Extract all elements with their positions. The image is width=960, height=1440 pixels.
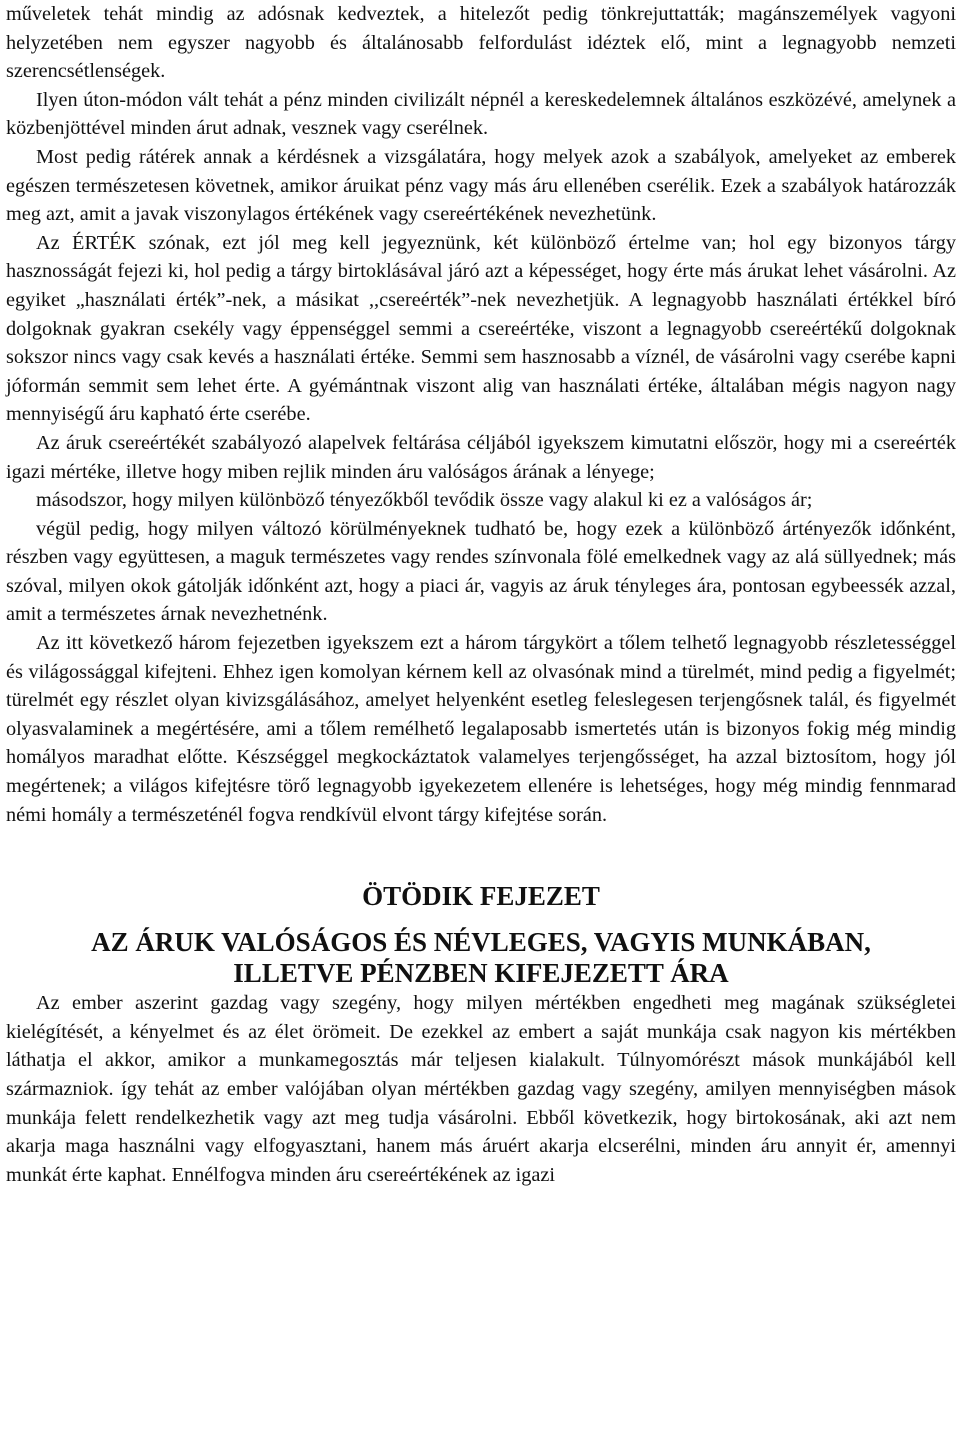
paragraph: Most pedig rátérek annak a kérdésnek a vizsgálatára, hogy melyek azok a szabályok, amelyeket az emberek egészen természetesen követnek, amikor áruikat pénz vagy más áru ellenében cserélik. Ezek a szabályok határozzák meg azt, amit a javak viszonylagos értékének vagy csereértékének nevezhetünk. (6, 145, 956, 226)
document-page (6, 0, 956, 1189)
body-text-before (6, 0, 956, 829)
body-text-after (6, 989, 956, 1189)
chapter-title-line: AZ ÁRUK VALÓSÁGOS ÉS NÉVLEGES, VAGYIS MUNKÁBAN, (91, 927, 871, 958)
paragraph: másodszor, hogy milyen különböző tényezőkből tevődik össze vagy alakul ki ez a valóságos ár; (36, 489, 813, 512)
paragraph: Az ember aszerint gazdag vagy szegény, hogy milyen mértékben engedheti meg magának szükségletei kielégítését, a kényelmet és az élet örömeit. De ezekkel az embert a saját munkája csak nagyon kis mértékben láthatja el akkor, amikor a munkamegosztás már teljesen kialakult. Túlnyomórészt mások munkájából kell származniok. így tehát az ember valójában olyan mértékben gazdag vagy szegény, amilyen mennyiségben mások munkája felett rendelkezhetik vagy azt meg tudja vásárolni. Ebből következik, hogy birtokosának, aki azt nem akarja maga használni vagy elfogyasztani, hanem más áruért akarja elcserélni, minden áru annyit ér, amennyi munkát érte kaphat. Ennélfogva minden áru csereértékének az igazi (6, 992, 956, 1186)
paragraph: Ilyen úton-módon vált tehát a pénz minden civilizált népnél a kereskedelemnek általános eszközévé, amelynek a közbenjöttével minden árut adnak, vesznek vagy cserélnek. (6, 88, 956, 140)
chapter-title (6, 927, 956, 989)
paragraph: Az itt következő három fejezetben igyekszem ezt a három tárgykört a tőlem telhető legnagyobb részletességgel és világossággal kifejteni. Ehhez igen komolyan kérnem kell az olvasónak mind a türelmét, mind pedig a figyelmét; türelmét egy részlet olyan kivizsgálásához, amelyet helyenként esetleg feleslegesen terjengősnek talál, és figyelmét olyasvalaminek a megértésére, ami a tőlem remélhető legalaposabb ismertetés után is bizonyos fokig még mindig homályos maradhat előtte. Készséggel megkockáztatok valamelyes terjengősséget, ha azzal biztosítom, hogy jól megértenek; a világos kifejtésre törő legnagyobb igyekezetem ellenére is lehetséges, hogy még mindig fennmarad némi homály a természeténél fogva rendkívül elvont tárgy kifejtése során. (6, 632, 956, 826)
paragraph: végül pedig, hogy milyen változó körülményeknek tudható be, hogy ezek a különböző ártényezők időnként, részben vagy együttesen, a maguk természetes vagy rendes színvonala fölé emelkednek vagy az alá süllyednek; más szóval, milyen okok gátolják időnként azt, hogy a piaci ár, vagyis az áruk tényleges ára, pontosan egybeessék azzal, amit a természetes árnak nevezhetnénk. (6, 517, 956, 626)
paragraph: műveletek tehát mindig az adósnak kedveztek, a hitelezőt pedig tönkrejuttatták; magánszemélyek vagyoni helyzetében nem egyszer nagyobb és általánosabb felfordulást idéztek elő, mint a legnagyobb nemzeti szerencsétlenségek. (6, 3, 956, 83)
paragraph: Az áruk csereértékét szabályozó alapelvek feltárása céljából igyekszem kimutatni először, hogy mi a csereérték igazi mértéke, illetve hogy miben rejlik minden áru valóságos árának a lényege; (6, 431, 956, 483)
chapter-number: ÖTÖDIK FEJEZET (362, 881, 600, 912)
paragraph: Az ÉRTÉK szónak, ezt jól meg kell jegyeznünk, két különböző értelme van; hol egy bizonyos tárgy hasznosságát fejezi ki, hol pedig a tárgy birtoklásával járó azt a képességet, hogy érte más árukat lehet vásárolni. Az egyiket „használati érték”-nek, a másikat ,,csereérték”-nek nevezhetjük. A legnagyobb használati értékkel bíró dolgoknak gyakran csekély vagy éppenséggel semmi a csereértéke, viszont a legnagyobb csereértékű dolgoknak sokszor nincs vagy csak kevés a használati értéke. Semmi sem hasznosabb a víznél, de vásárolni vagy cserébe kapni jóformán semmit sem lehet érte. A gyémántnak viszont alig van használati értéke, általában mégis nagyon nagy mennyiségű áru kapható érte cserébe. (6, 231, 956, 426)
chapter-title-line: ILLETVE PÉNZBEN KIFEJEZETT ÁRA (233, 958, 729, 989)
